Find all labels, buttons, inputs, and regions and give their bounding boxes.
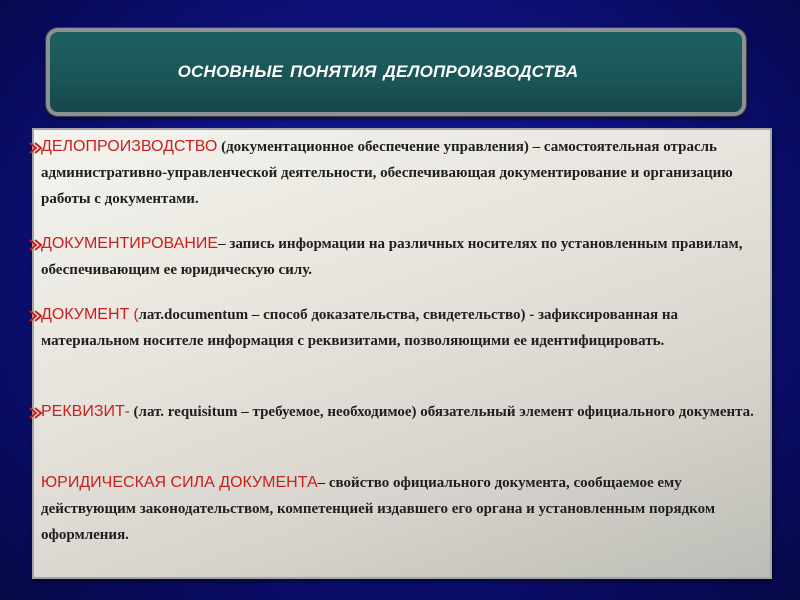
term-label: ДОКУМЕНТИРОВАНИЕ xyxy=(41,235,219,252)
term-label: ЮРИДИЧЕСКАЯ СИЛА ДОКУМЕНТА xyxy=(41,474,318,491)
title-panel xyxy=(46,28,746,116)
term-paren: ( xyxy=(129,306,139,323)
term-label: ДОКУМЕНТ xyxy=(41,306,130,323)
arrow-bullet-icon xyxy=(29,407,43,419)
definition-text: – запись информации на различных носителях по установленным правилам, обеспечивающим ее юридическую силу. xyxy=(41,236,743,278)
term-label: РЕКВИЗИТ xyxy=(41,403,125,420)
definition-text: (лат. requisitum – требуемое, необходимое) обязательный элемент официального документа. xyxy=(129,404,754,420)
term-label: ДЕЛОПРОИЗВОДСТВО xyxy=(41,138,218,155)
definition-text: – свойство официального документа, сообщаемое ему действующим законодательством, компетенцией издавшего его органа и установленным порядком оформления. xyxy=(41,475,716,543)
arrow-bullet-icon xyxy=(29,239,43,251)
arrow-bullet-icon xyxy=(29,310,43,322)
arrow-bullet-icon xyxy=(29,142,43,154)
definition-item-legal-force xyxy=(41,470,766,548)
definition-item-document xyxy=(41,302,766,354)
definition-text: лат.documentum – способ доказательства, свидетельство) - зафиксированная на материальном носителе информация с реквизитами, позволяющими ее идентифицировать. xyxy=(41,307,679,349)
definition-text: (документационное обеспечение управления) – самостоятельная отрасль административно-управленческой деятельности, обеспечивающая документирование и организацию работы с документами. xyxy=(41,139,733,207)
definition-item-delo xyxy=(41,134,766,212)
definition-item-documenting xyxy=(41,231,766,283)
content-panel xyxy=(32,128,772,579)
definition-item-requisite xyxy=(41,399,766,425)
slide-title: ОСНОВНЫЕ ПОНЯТИЯ ДЕЛОПРОИЗВОДСТВА xyxy=(177,62,579,81)
term-dash: - xyxy=(124,403,130,420)
